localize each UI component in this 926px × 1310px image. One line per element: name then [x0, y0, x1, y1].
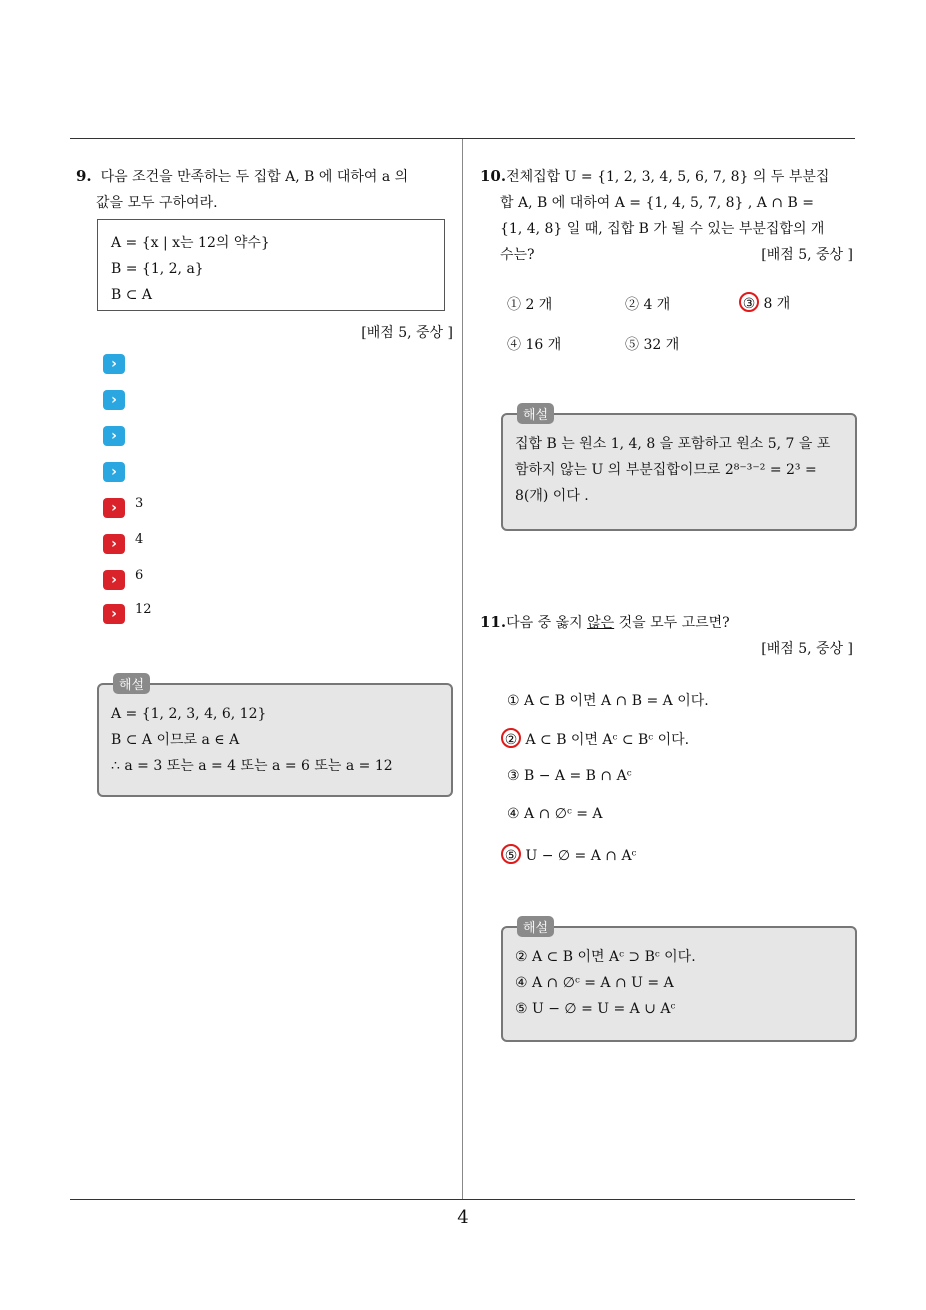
explanation-box [501, 926, 857, 1042]
choice-4[interactable]: ④ A ∩ ∅ᶜ = A [507, 806, 603, 822]
column-divider [462, 139, 463, 1199]
score-label: [배점 5, 중상 ] [761, 641, 853, 657]
explanation-label: 해설 [517, 403, 554, 424]
answer-arrow-icon[interactable]: › [103, 354, 125, 374]
choice-3[interactable]: ③ 8 개 [742, 292, 790, 313]
choice-1[interactable]: ① A ⊂ B 이면 A ∩ B = A 이다. [507, 693, 709, 709]
question-number: 9. [76, 167, 92, 185]
choice-5[interactable]: ⑤ U − ∅ = A ∩ Aᶜ [504, 844, 636, 864]
explanation-line: ∴ a = 3 또는 a = 4 또는 a = 6 또는 a = 12 [111, 758, 393, 774]
answer-value: 6 [135, 568, 144, 583]
explanation-label: 해설 [517, 916, 554, 937]
question-text: 것을 모두 고르면? [614, 615, 730, 631]
question-number: 10. [480, 167, 507, 185]
choice-1[interactable]: ① 2 개 [507, 297, 553, 313]
choice-3[interactable]: ③ B − A = B ∩ Aᶜ [507, 768, 632, 784]
explanation-line: B ⊂ A 이므로 a ∈ A [111, 732, 240, 748]
score-label: [배점 5, 중상 ] [761, 247, 853, 263]
bottom-rule [70, 1199, 855, 1200]
answer-value: 3 [135, 496, 144, 511]
condition-line: B ⊂ A [111, 287, 153, 303]
explanation-line: 집합 B 는 원소 1, 4, 8 을 포함하고 원소 5, 7 을 포 [515, 436, 831, 452]
explanation-line: ④ A ∩ ∅ᶜ = A ∩ U = A [515, 975, 674, 991]
answer-arrow-icon[interactable]: › [103, 570, 125, 590]
choice-2[interactable]: ② 4 개 [625, 297, 671, 313]
answer-value: 12 [135, 602, 152, 617]
page-number: 4 [457, 1207, 469, 1228]
condition-line: B = {1, 2, a} [111, 261, 204, 277]
explanation-line: ⑤ U − ∅ = U = A ∪ Aᶜ [515, 1001, 676, 1017]
question-text: 합 A, B 에 대하여 A = {1, 4, 5, 7, 8} , A ∩ B = [500, 195, 814, 211]
question-9 [76, 163, 408, 216]
answer-circle-icon: ③ [739, 292, 759, 312]
explanation-line: 8(개) 이다 . [515, 488, 589, 504]
explanation-line: A = {1, 2, 3, 4, 6, 12} [111, 706, 267, 722]
condition-box [97, 219, 445, 311]
answer-arrow-icon[interactable]: › [103, 534, 125, 554]
answer-arrow-icon[interactable]: › [103, 390, 125, 410]
question-number: 11. [480, 613, 507, 631]
question-text: 수는? [500, 247, 535, 263]
condition-line: A = {x | x는 12의 약수} [111, 235, 270, 251]
answer-value: 4 [135, 532, 144, 547]
answer-circle-icon: ② [501, 728, 521, 748]
explanation-line: 함하지 않는 U 의 부분집합이므로 2⁸⁻³⁻² = 2³ = [515, 462, 817, 478]
choice-5[interactable]: ⑤ 32 개 [625, 337, 680, 353]
explanation-box [97, 683, 453, 797]
explanation-label: 해설 [113, 673, 150, 694]
score-label: [배점 5, 중상 ] [361, 325, 453, 341]
answer-circle-icon: ⑤ [501, 844, 521, 864]
question-11 [480, 609, 730, 636]
answer-arrow-icon[interactable]: › [103, 462, 125, 482]
answer-arrow-icon[interactable]: › [103, 498, 125, 518]
question-text: 전체집합 U = {1, 2, 3, 4, 5, 6, 7, 8} 의 두 부분집 [506, 169, 830, 185]
question-text: 값을 모두 구하여라. [96, 195, 218, 211]
choice-4[interactable]: ④ 16 개 [507, 337, 562, 353]
question-text-underlined: 않은 [587, 615, 615, 631]
explanation-line: ② A ⊂ B 이면 Aᶜ ⊃ Bᶜ 이다. [515, 949, 696, 965]
choice-2[interactable]: ② A ⊂ B 이면 Aᶜ ⊂ Bᶜ 이다. [504, 728, 689, 749]
explanation-box [501, 413, 857, 531]
question-text: {1, 4, 8} 일 때, 집합 B 가 될 수 있는 부분집합의 개 [500, 221, 825, 237]
question-text: 다음 중 옳지 [506, 615, 588, 631]
answer-arrow-icon[interactable]: › [103, 604, 125, 624]
question-text: 다음 조건을 만족하는 두 집합 A, B 에 대하여 a 의 [100, 169, 409, 185]
answer-arrow-icon[interactable]: › [103, 426, 125, 446]
